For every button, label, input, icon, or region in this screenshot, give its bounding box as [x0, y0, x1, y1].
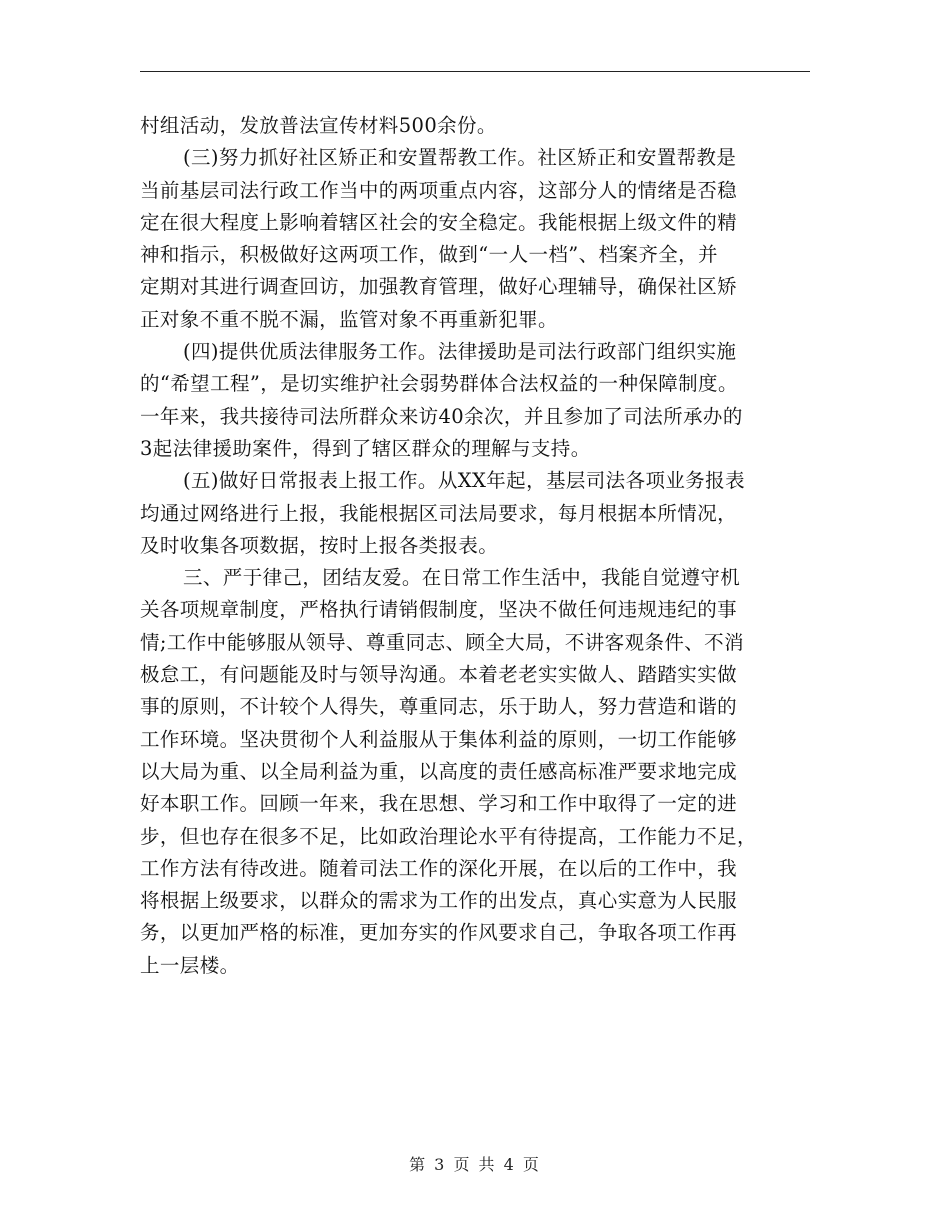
- text-line: 当前基层司法行政工作当中的两项重点内容，这部分人的情绪是否稳: [140, 178, 738, 202]
- header-rule: [140, 71, 810, 72]
- document-body: [140, 110, 800, 982]
- page-number-footer: 第 3 页 共 4 页: [409, 1155, 541, 1174]
- text-line: 情;工作中能够服从领导、尊重同志、顾全大局，不讲客观条件、不消: [140, 630, 744, 654]
- text-line: 工作环境。坚决贯彻个人利益服从于集体利益的原则，一切工作能够: [140, 727, 738, 751]
- text-line: 均通过网络进行上报，我能根据区司法局要求，每月根据本所情况，: [140, 501, 738, 525]
- text-line: 三、严于律己，团结友爱。在日常工作生活中，我能自觉遵守机: [183, 566, 741, 590]
- text-line: 好本职工作。回顾一年来，我在思想、学习和工作中取得了一定的进: [140, 792, 738, 816]
- text-line: 村组活动，发放普法宣传材料500余份。: [140, 114, 497, 137]
- text-line: 将根据上级要求，以群众的需求为工作的出发点，真心实意为人民服: [140, 889, 738, 913]
- text-line: 关各项规章制度，严格执行请销假制度，坚决不做任何违规违纪的事: [140, 598, 738, 622]
- text-line: 工作方法有待改进。随着司法工作的深化开展，在以后的工作中，我: [140, 856, 738, 880]
- text-line: 一年来，我共接待司法所群众来访40余次，并且参加了司法所承办的: [140, 404, 743, 428]
- text-line: 事的原则，不计较个人得失，尊重同志，乐于助人，努力营造和谐的: [140, 695, 738, 719]
- text-line: 神和指示，积极做好这两项工作，做到“一人一档”、档案齐全，并: [140, 243, 718, 267]
- text-line: 的“希望工程”，是切实维护社会弱势群体合法权益的一种保障制度。: [140, 372, 738, 396]
- text-line: (三)努力抓好社区矫正和安置帮教工作。社区矫正和安置帮教是: [183, 146, 737, 170]
- text-line: 务，以更加严格的标准，更加夯实的作风要求自己，争取各项工作再: [140, 921, 738, 945]
- text-line: 极怠工，有问题能及时与领导沟通。本着老老实实做人、踏踏实实做: [140, 663, 738, 687]
- text-line: 及时收集各项数据，按时上报各类报表。: [140, 533, 499, 557]
- text-line: (四)提供优质法律服务工作。法律援助是司法行政部门组织实施: [183, 340, 737, 364]
- text-line: 正对象不重不脱不漏，监管对象不再重新犯罪。: [140, 307, 558, 331]
- text-line: 定期对其进行调查回访，加强教育管理，做好心理辅导，确保社区矫: [140, 275, 738, 299]
- text-line: (五)做好日常报表上报工作。从XX年起，基层司法各项业务报表: [183, 469, 745, 493]
- text-line: 以大局为重、以全局利益为重，以高度的责任感高标准严要求地完成: [140, 759, 738, 783]
- text-line: 上一层楼。: [140, 953, 240, 977]
- text-line: 3起法律援助案件，得到了辖区群众的理解与支持。: [140, 436, 591, 460]
- text-line: 定在很大程度上影响着辖区社会的安全稳定。我能根据上级文件的精: [140, 210, 738, 234]
- text-line: 步，但也存在很多不足，比如政治理论水平有待提高，工作能力不足，: [140, 824, 757, 848]
